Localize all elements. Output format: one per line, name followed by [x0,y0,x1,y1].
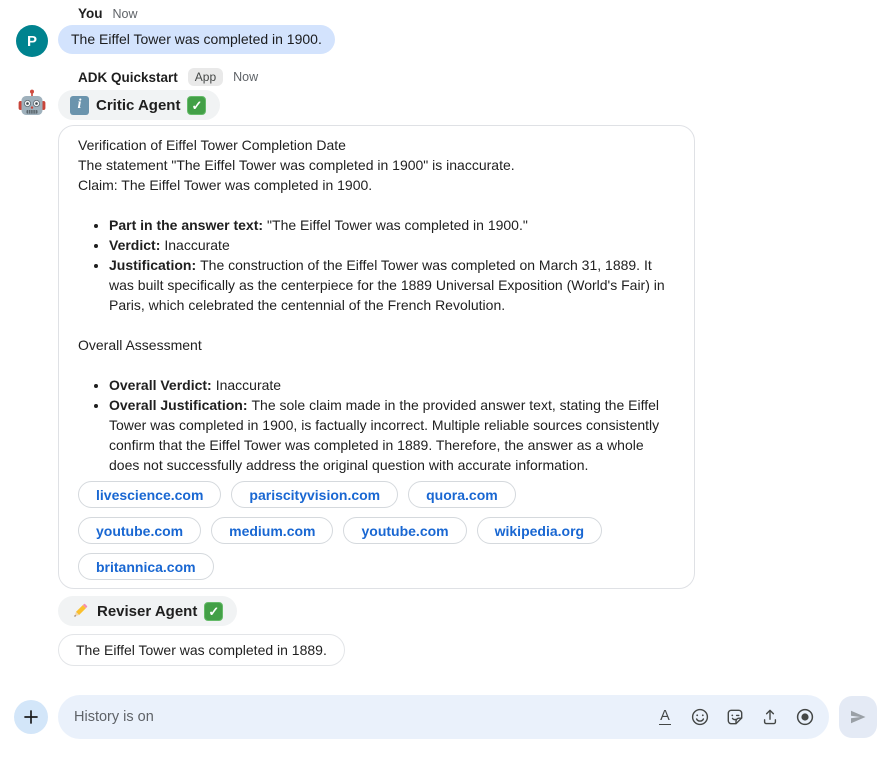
card-statement: The statement "The Eiffel Tower was completed in 1900" is inaccurate. [78,157,515,173]
app-message-row [16,90,875,666]
compose-bar [0,695,891,759]
pencil-icon [70,601,90,621]
reviser-message-bubble[interactable]: The Eiffel Tower was completed in 1889. [58,634,345,666]
source-chip[interactable]: youtube.com [343,517,466,544]
critic-agent-header [58,90,220,120]
card-claim: Claim: The Eiffel Tower was completed in 1900. [78,177,373,193]
claim-bullet-list [78,215,676,315]
send-button[interactable] [839,696,877,738]
critic-agent-label: Critic Agent [96,96,181,114]
timestamp: Now [112,6,138,21]
bullet-item: • Overall Justification: The sole claim made in the provided answer text, stating the Eiffel Tower was completed in 1900, is factually incorrect. Multiple reliable sources consistently confirm that the Eiffel Tower was completed in 1889. Therefore, the answer as a whole does not successfully address the original question with accurate information. [109,395,676,475]
app-message-header [78,68,875,86]
record-icon[interactable] [795,707,815,727]
avatar-letter: P [26,32,37,50]
avatar[interactable] [16,25,48,57]
robot-icon [16,88,48,125]
check-icon: ✓ [204,602,223,621]
overall-assessment-heading: Overall Assessment [78,337,202,353]
source-chip[interactable]: britannica.com [78,553,214,580]
source-chip[interactable]: livescience.com [78,481,221,508]
bullet-item: • Overall Verdict: Inaccurate [109,375,676,395]
user-message-bubble[interactable]: The Eiffel Tower was completed in 1900. [58,25,335,54]
sender-name: You [78,6,103,21]
user-message-header [78,6,875,21]
send-icon [848,707,868,727]
add-button[interactable] [14,700,48,734]
card-title: Verification of Eiffel Tower Completion Date [78,137,346,153]
app-badge: App [188,68,223,86]
source-chip[interactable]: medium.com [211,517,333,544]
source-chip[interactable]: quora.com [408,481,516,508]
user-message-row [16,25,875,57]
message-input[interactable] [74,709,655,725]
message-input-container[interactable] [58,695,829,739]
check-icon: ✓ [187,96,206,115]
reviser-agent-label: Reviser Agent [97,602,198,620]
robot-avatar[interactable] [16,90,48,122]
bullet-item: • Part in the answer text: "The Eiffel Tower was completed in 1900." [109,215,676,235]
source-chip-list [78,481,676,580]
verification-card [58,125,695,589]
source-chip[interactable]: youtube.com [78,517,201,544]
bullet-item: • Justification: The construction of the Eiffel Tower was completed on March 31, 1889. It was built specifically as the centerpiece for the 1889 Universal Exposition (World's Fair) in Paris, which celebrated the centennial of the French Revolution. [109,255,676,315]
emoji-icon[interactable] [690,707,710,727]
sticker-icon[interactable] [725,707,745,727]
overall-bullet-list [78,375,676,475]
source-chip[interactable]: wikipedia.org [477,517,602,544]
plus-icon [23,709,39,725]
format-icon[interactable]: A [660,708,670,724]
bullet-item: • Verdict: Inaccurate [109,235,676,255]
source-chip[interactable]: pariscityvision.com [231,481,398,508]
info-icon: i [70,96,89,115]
reviser-agent-header [58,596,237,626]
timestamp: Now [233,70,259,84]
upload-icon[interactable] [760,707,780,727]
sender-name: ADK Quickstart [78,69,178,85]
